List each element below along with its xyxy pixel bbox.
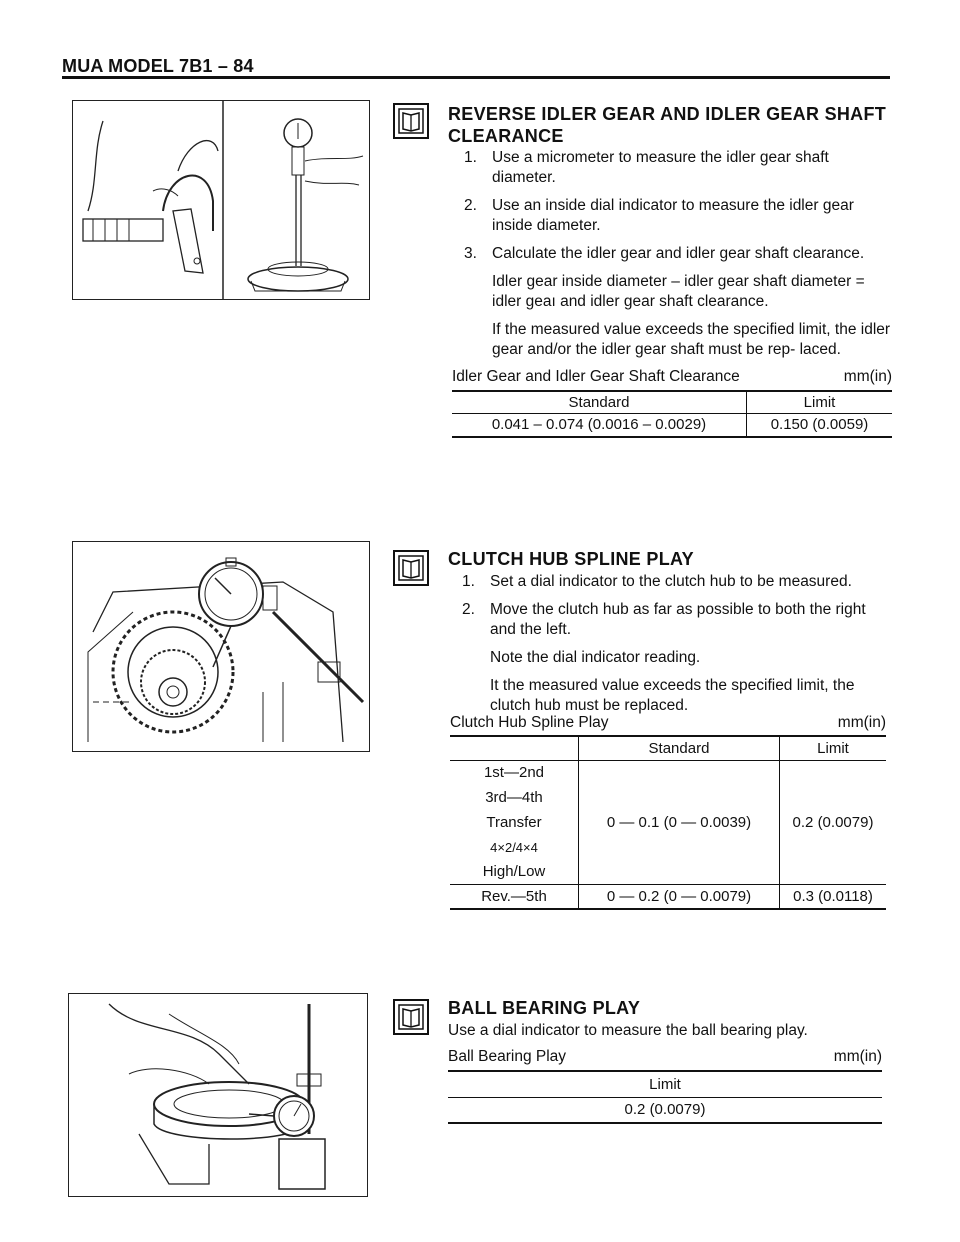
note-paragraph: If the measured value exceeds the specified limit, the idler gear and/or the idler gear shaft must be rep- laced. [492,321,891,358]
header-cell: Standard [579,736,780,760]
title-line: CLUTCH HUB SPLINE PLAY [448,549,694,569]
step-text: Calculate the idler gear and idler gear shaft clearance. [492,245,865,262]
table-unit: mm(in) [837,714,886,731]
section-title-ball-bearing [448,997,898,1019]
limit-cell: 0.3 (0.0118) [780,884,887,909]
section-title-clutch-hub [448,548,898,570]
idler-clearance-table [452,390,892,438]
row-label: 4×2/4×4 [490,839,538,855]
step-item [462,600,892,640]
table-caption: Idler Gear and Idler Gear Shaft Clearance [452,368,740,385]
table-cell: 0.2 (0.0079) [624,1101,706,1119]
section-body-idler-gear [464,148,894,368]
step-text: Move the clutch hub as far as possible to both the right and the left. [490,601,866,638]
table-caption-row [450,714,886,732]
clutch-hub-spline-table [450,735,886,910]
header-cell: Limit [747,391,893,413]
step-number: 2. [464,197,477,214]
step-text: Use an inside dial indicator to measure the idler gear inside diameter. [492,197,854,234]
note-paragraph: Idler gear inside diameter – idler gear shaft diameter = idler geaı and idler gear shaft clearance. [492,273,865,310]
title-line: CLEARANCE [448,126,564,146]
step-number: 1. [464,149,477,166]
note-paragraph: It the measured value exceeds the specified limit, the clutch hub must be replaced. [490,677,855,714]
header-rule [62,76,890,79]
table-row [452,413,892,437]
table-row [448,1097,882,1123]
section-body-clutch-hub [462,572,892,724]
title-line: BALL BEARING PLAY [448,998,641,1018]
body-paragraph: Use a dial indicator to measure the ball bearing play. [448,1022,808,1039]
ball-bearing-table [448,1070,882,1124]
table-header-row [452,391,892,413]
service-manual-icon [393,999,429,1035]
table-unit: mm(in) [833,1048,882,1065]
table-caption: Clutch Hub Spline Play [450,714,609,731]
table-header-row [450,736,886,760]
header-cell: Limit [780,736,887,760]
section-body-ball-bearing [448,1021,888,1041]
table-cell: 0.150 (0.0059) [747,413,893,437]
step-number: 2. [462,601,475,618]
header-cell [450,736,579,760]
row-label: Rev.—5th [481,887,547,905]
step-text: Use a micrometer to measure the idler gear shaft diameter. [492,149,829,186]
ball-bearing-dial-illustration [69,994,367,1196]
table-caption-row [448,1048,882,1066]
row-label: High/Low [450,859,579,884]
standard-cell: 0 — 0.2 (0 — 0.0079) [579,884,780,909]
figure-clutch-hub-dial [72,541,370,752]
header-cell: Limit [448,1071,882,1097]
row-label: Transfer [486,814,542,831]
table-caption-row [452,368,892,386]
micrometer-dial-gauge-illustration [73,101,369,299]
service-manual-icon [393,550,429,586]
table-header-row [448,1071,882,1097]
section-title-idler-gear [448,103,898,147]
step-item [462,572,892,592]
standard-cell: 0 — 0.1 (0 — 0.0039) [579,760,780,884]
figure-micrometer-dial-gauge [72,100,370,300]
table-row [450,884,886,909]
note-paragraph: Note the dial indicator reading. [490,649,701,666]
step-number: 3. [464,245,477,262]
title-line: REVERSE IDLER GEAR AND IDLER GEAR SHAFT [448,104,887,124]
service-manual-icon [393,103,429,139]
row-label: 1st—2nd [483,764,545,782]
step-text: Set a dial indicator to the clutch hub to be measured. [490,573,852,590]
table-unit: mm(in) [843,368,892,385]
step-number: 1. [462,573,475,590]
table-cell: 0.041 – 0.074 (0.0016 – 0.0029) [491,416,707,434]
step-item [464,244,894,264]
page-header: MUA MODEL 7B1 – 84 [62,56,254,76]
figure-ball-bearing-dial [68,993,368,1197]
step-item [464,148,894,188]
clutch-hub-dial-illustration [73,542,369,751]
row-label: 3rd—4th [485,789,543,806]
table-row [450,760,886,785]
limit-cell: 0.2 (0.0079) [780,760,887,884]
header-cell: Standard [452,391,747,413]
table-caption: Ball Bearing Play [448,1048,567,1065]
step-item [464,196,894,236]
